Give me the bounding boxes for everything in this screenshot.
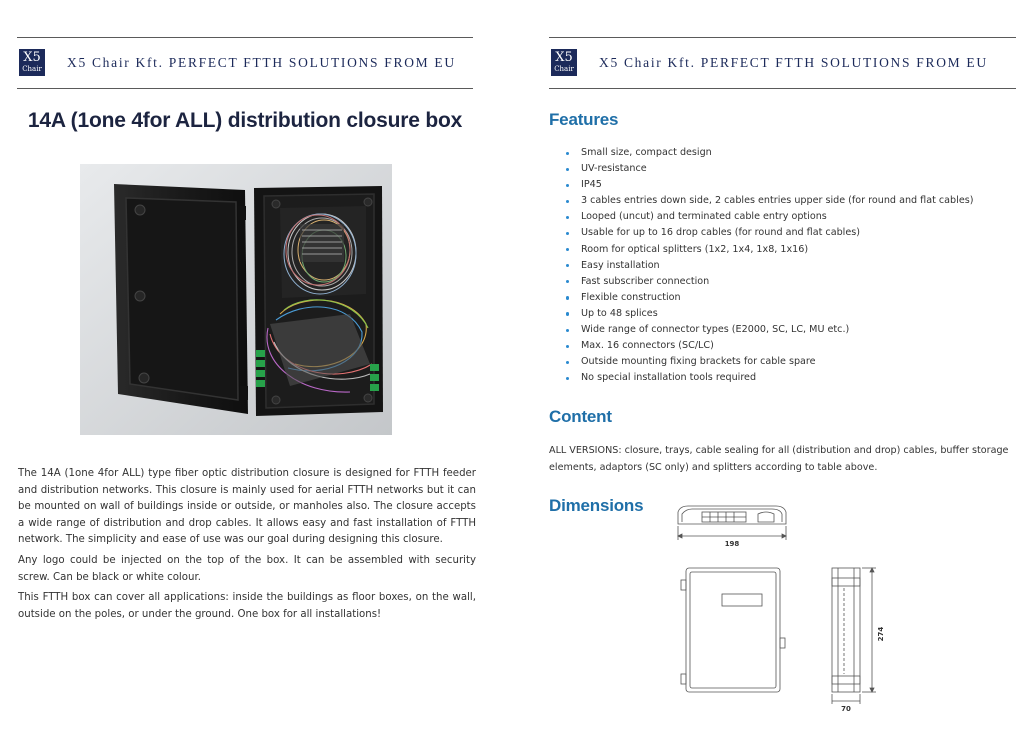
content-text: ALL VERSIONS: closure, trays, cable sealing for all (distribution and drop) cables, buffer storage elements, adaptors (SC only) and splitters according to table above.: [549, 445, 1009, 473]
dimension-width-label: 198: [724, 540, 740, 548]
logo-text-bottom: Chair: [554, 65, 574, 73]
dimension-depth-label: 70: [841, 705, 851, 713]
feature-item: Looped (uncut) and terminated cable entry options: [562, 209, 1022, 225]
header-tagline: X5 Chair Kft. PERFECT FTTH SOLUTIONS FROM EU: [599, 55, 988, 70]
right-page: [512, 0, 1024, 747]
feature-item: UV-resistance: [562, 161, 1022, 177]
feature-item: Up to 48 splices: [562, 306, 1022, 322]
feature-item: Outside mounting fixing brackets for cable spare: [562, 354, 1022, 370]
features-list: [562, 145, 1022, 386]
feature-item: Max. 16 connectors (SC/LC): [562, 338, 1022, 354]
logo-text-top: X5: [23, 50, 41, 65]
description-paragraph-3: This FTTH box can cover all applications: inside the buildings as floor boxes, on the wall, outside on the poles, or under the ground. One box for all installations!: [18, 592, 476, 620]
dimensions-drawing: [672, 498, 892, 713]
feature-item: Room for optical splitters (1x2, 1x4, 1x8, 1x16): [562, 242, 1022, 258]
dimension-height-label: 274: [877, 626, 885, 642]
content-heading: Content: [549, 407, 612, 426]
description-text: [18, 466, 476, 627]
feature-item: Easy installation: [562, 258, 1022, 274]
page-title: 14A (1one 4for ALL) distribution closure box: [27, 109, 463, 132]
feature-item: 3 cables entries down side, 2 cables entries upper side (for round and flat cables): [562, 193, 1022, 209]
description-paragraph-2: Any logo could be injected on the top of the box. It can be assembled with security screw. Can be black or white colour.: [18, 554, 476, 583]
feature-item: No special installation tools required: [562, 370, 1022, 386]
feature-item: Flexible construction: [562, 290, 1022, 306]
company-logo: [19, 49, 45, 76]
description-paragraph-1: The 14A (1one 4for ALL) type fiber optic distribution closure is designed for FTTH feeder and distribution networks. This closure is mainly used for aerial FTTH networks but it can be mounted on wall of buildings inside or outside, or manholes also. The closure accepts a wide range of distribution and drop cables. It allows easy and fast installation of FTTH network. The simplicity and ease of use was our goal during designing this closure.: [18, 468, 476, 546]
right-header: [549, 37, 1016, 89]
feature-item: Wide range of connector types (E2000, SC, LC, MU etc.): [562, 322, 1022, 338]
left-header: [17, 37, 473, 89]
feature-item: Usable for up to 16 drop cables (for round and flat cables): [562, 225, 1022, 241]
logo-text-top: X5: [555, 50, 573, 65]
product-photo: [80, 164, 392, 435]
feature-item: Small size, compact design: [562, 145, 1022, 161]
header-tagline: X5 Chair Kft. PERFECT FTTH SOLUTIONS FROM EU: [67, 55, 456, 70]
features-heading: Features: [549, 110, 619, 129]
feature-item: Fast subscriber connection: [562, 274, 1022, 290]
logo-text-bottom: Chair: [22, 65, 42, 73]
company-logo: [551, 49, 577, 76]
feature-item: IP45: [562, 177, 1022, 193]
dimensions-heading: Dimensions: [549, 496, 644, 515]
